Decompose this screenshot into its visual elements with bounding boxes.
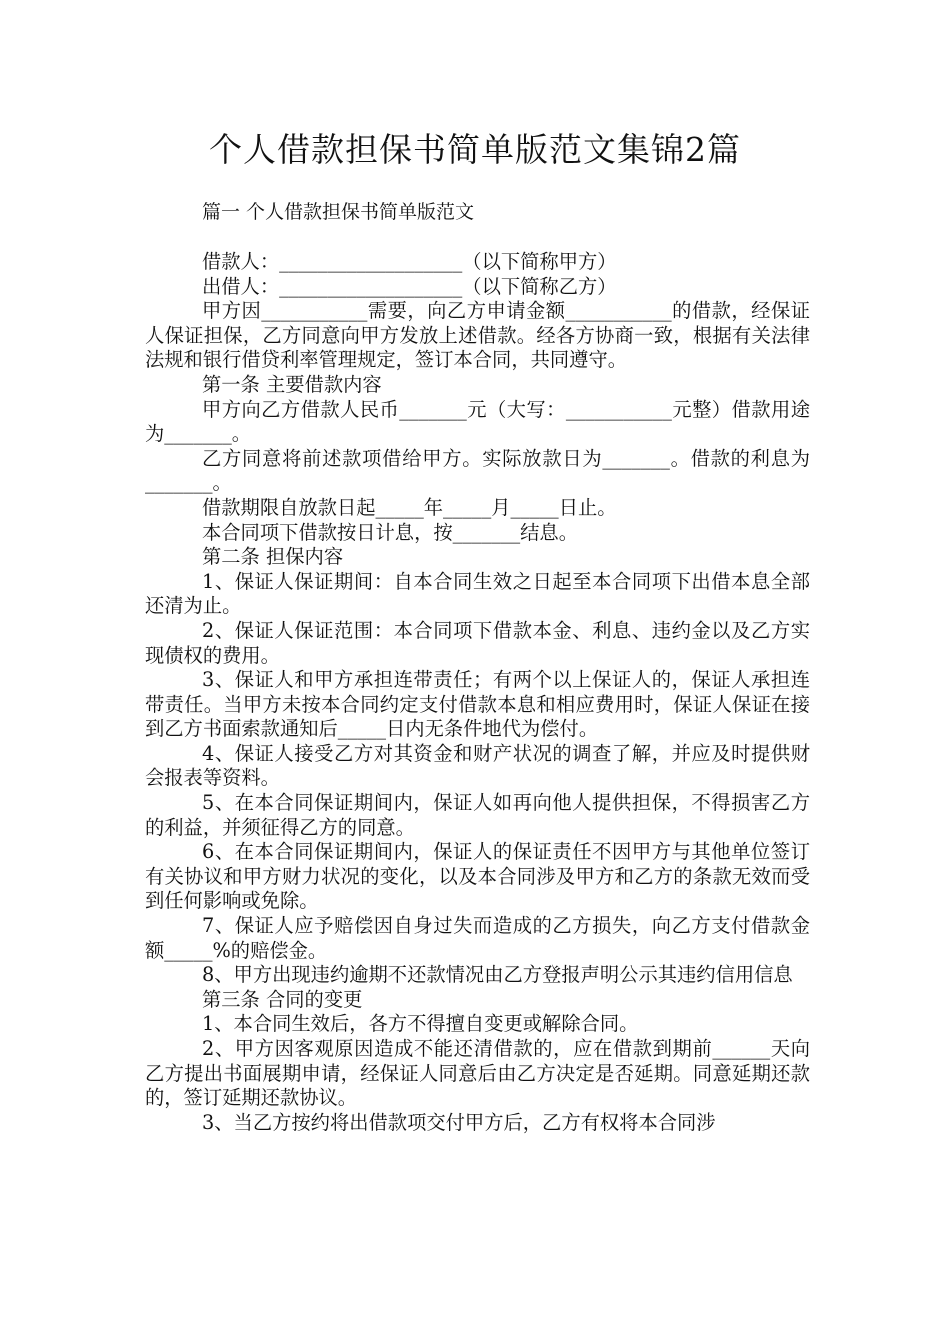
paragraph: 甲方因___________需要，向乙方申请金额___________的借款，经保证人保证担保，乙方同意向甲方发放上述借款。经各方协商一致，根据有关法律法规和银行借贷利率管理规定，签订本合同，共同遵守。 bbox=[145, 299, 810, 372]
paragraph: 1、保证人保证期间：自本合同生效之日起至本合同项下出借本息全部还清为止。 bbox=[145, 569, 810, 618]
paragraph: 3、保证人和甲方承担连带责任；有两个以上保证人的，保证人承担连带责任。当甲方未按本合同约定支付借款本息和相应费用时，保证人保证在接到乙方书面索款通知后_____日内无条件地代为偿付。 bbox=[145, 668, 810, 741]
document-subtitle: 篇一 个人借款担保书简单版范文 bbox=[202, 201, 475, 223]
section-heading: 第一条 主要借款内容 bbox=[202, 372, 382, 396]
paragraph: 借款人：___________________（以下简称甲方） bbox=[202, 250, 617, 273]
document-body bbox=[145, 250, 810, 1135]
paragraph: 4、保证人接受乙方对其资金和财产状况的调查了解，并应及时提供财会报表等资料。 bbox=[145, 741, 810, 790]
paragraph: 3、当乙方按约将出借款项交付甲方后，乙方有权将本合同涉 bbox=[202, 1110, 716, 1134]
section-heading: 第二条 担保内容 bbox=[202, 545, 344, 569]
document-title: 个人借款担保书简单版范文集锦2篇 bbox=[209, 130, 741, 169]
paragraph: 2、保证人保证范围：本合同项下借款本金、利息、违约金以及乙方实现债权的费用。 bbox=[145, 618, 810, 667]
paragraph: 本合同项下借款按日计息，按_______结息。 bbox=[202, 520, 578, 544]
paragraph: 8、甲方出现违约逾期不还款情况由乙方登报声明公示其违约信用信息 bbox=[202, 963, 793, 987]
paragraph: 甲方向乙方借款人民币_______元（大写：___________元整）借款用途为_______。 bbox=[145, 397, 810, 446]
paragraph: 2、甲方因客观原因造成不能还清借款的，应在借款到期前______天向乙方提出书面展期申请，经保证人同意后由乙方决定是否延期。同意延期还款的，签订延期还款协议。 bbox=[145, 1037, 810, 1110]
paragraph: 乙方同意将前述款项借给甲方。实际放款日为_______。借款的利息为_______。 bbox=[145, 446, 810, 495]
paragraph: 5、在本合同保证期间内，保证人如再向他人提供担保，不得损害乙方的利益，并须征得乙方的同意。 bbox=[145, 791, 810, 839]
paragraph: 借款期限自放款日起_____年_____月_____日止。 bbox=[202, 495, 617, 519]
paragraph: 6、在本合同保证期间内，保证人的保证责任不因甲方与其他单位签订有关协议和甲方财力状况的变化，以及本合同涉及甲方和乙方的条款无效而受到任何影响或免除。 bbox=[145, 840, 810, 913]
paragraph: 7、保证人应予赔偿因自身过失而造成的乙方损失，向乙方支付借款金额_____%的赔偿金。 bbox=[145, 914, 810, 962]
paragraph: 1、本合同生效后，各方不得擅自变更或解除合同。 bbox=[202, 1012, 639, 1036]
paragraph: 出借人：___________________（以下简称乙方） bbox=[202, 274, 617, 298]
section-heading: 第三条 合同的变更 bbox=[202, 987, 363, 1011]
